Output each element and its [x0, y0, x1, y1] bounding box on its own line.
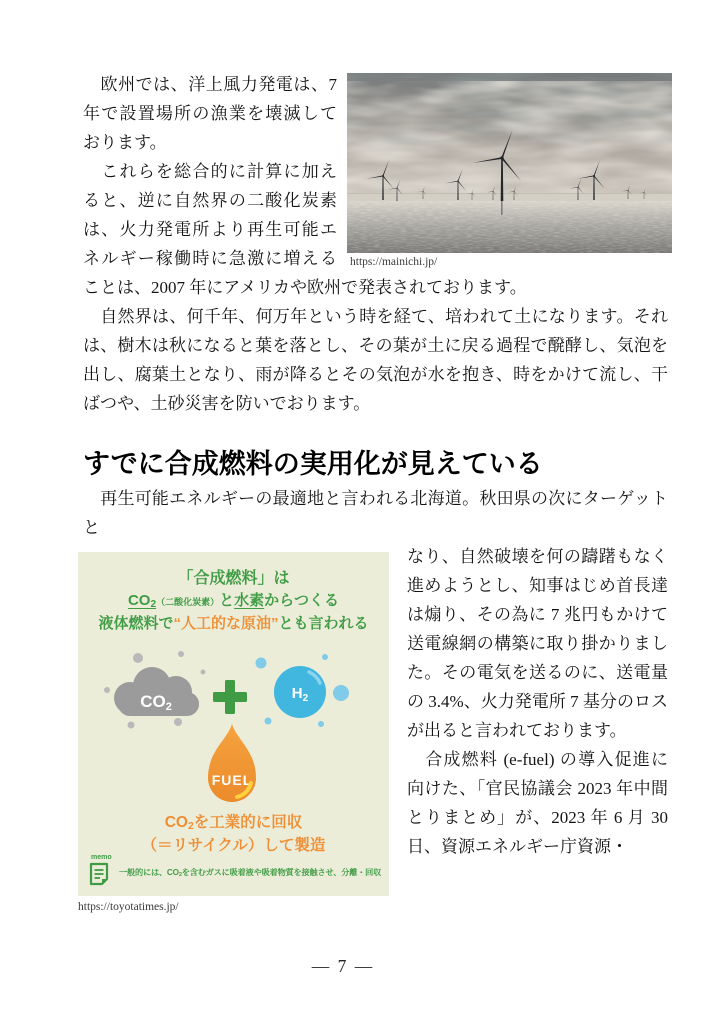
co2-plus-h2-fuel-diagram — [78, 640, 389, 810]
infographic-source-caption: https://toyotatimes.jp/ — [78, 901, 179, 913]
right-text-column — [407, 542, 668, 861]
fuel-drop-icon — [208, 724, 256, 802]
infographic-memo — [89, 854, 384, 891]
paragraph-6: 合成燃料 (e-fuel) の導入促進に向けた、「官民協議会 2023 年中間とりまとめ」が、2023 年 6 月 30 日、資源エネルギー庁資源・ — [407, 750, 668, 856]
section-heading: すでに合成燃料の実用化が見えている — [83, 449, 543, 479]
paragraph-4-first-line: 再生可能エネルギーの最適地と言われる北海道。秋田県の次にターゲットと — [83, 489, 668, 537]
memo-icon — [89, 862, 109, 886]
memo-tag: memo — [91, 854, 112, 861]
synthetic-fuel-infographic — [78, 552, 389, 896]
plus-icon — [213, 680, 247, 714]
h2-label: $H_2$ — [291, 685, 309, 704]
co2-cloud-icon — [114, 667, 199, 716]
infographic-title-line2: CO2（二酸化炭素）と水素からつくる — [127, 592, 340, 610]
section-offshore-wind — [83, 70, 668, 302]
paragraph-5: なり、自然破壊を何の躊躇もなく進めようとし、知事はじめ首長達は煽り、その為に 7 兆円もかけて送電線網の構築に取り掛かりました。その電気を送るのに、送電量の 3.4%、火力発電所 7 基分のロスが出ると言われております。 — [407, 547, 668, 740]
infographic-result-line2: （＝リサイクル）して製造 — [141, 837, 326, 854]
infographic-result-line1: CO2を工業的に回収 — [164, 814, 303, 832]
offshore-wind-farm-photo — [347, 73, 672, 253]
page-number: — 7 — — [311, 956, 375, 976]
photo-source-caption: https://mainichi.jp/ — [350, 256, 438, 268]
section-synthetic-fuel — [78, 542, 668, 913]
paragraph-2: これらを総合的に計算に加えると、逆に自然界の二酸化炭素は、火力発電所より再生可能エネルギー稼働時に急激に増えることは、2007 年にアメリカや欧州で発表されております。 — [83, 162, 527, 297]
cloud-co2-label: CO2 — [140, 692, 172, 713]
wind-farm-photo-figure — [347, 73, 672, 268]
infographic-title-line1: 「合成燃料」は — [177, 570, 290, 587]
memo-text: 一般的には、CO2を含むガスに吸着液や吸着物質を接触させ、分離・回収 — [119, 868, 382, 878]
infographic-title-line3: 液体燃料で“人工的な原油”とも言われる — [98, 615, 369, 632]
page-content — [78, 70, 668, 913]
synthetic-fuel-infographic-figure — [78, 552, 389, 913]
paragraph-1: 欧州では、洋上風力発電は、7年で設置場所の漁業を壊滅しております。 — [83, 75, 337, 152]
fuel-label: FUEL — [211, 772, 253, 788]
paragraph-3: 自然界は、何千年、何万年という時を経て、培われて土になります。それは、樹木は秋になると葉を落とし、その葉が土に戻る過程で醗酵し、気泡を出し、腐葉土となり、雨が降るとその気泡が水を抱き、時をかけて流し、干ばつや、土砂災害を防いでおります。 — [83, 307, 668, 413]
h2-circle-icon — [274, 666, 326, 718]
